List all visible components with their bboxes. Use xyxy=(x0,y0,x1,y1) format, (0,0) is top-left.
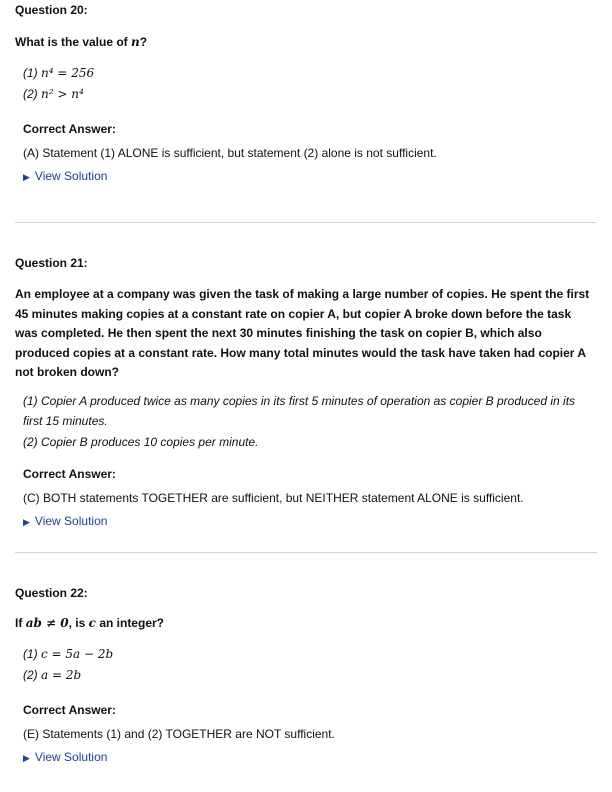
correct-answer-label: Correct Answer: xyxy=(23,466,116,481)
question-21 xyxy=(15,256,597,528)
divider xyxy=(15,552,597,553)
correct-answer-label: Correct Answer: xyxy=(23,121,116,136)
question-title: Question 22: xyxy=(15,586,88,600)
correct-answer-text: (E) Statements (1) and (2) TOGETHER are NOT sufficient. xyxy=(23,726,335,741)
view-solution-link[interactable]: ▶ View Solution xyxy=(23,168,108,183)
view-solution-link[interactable]: ▶ View Solution xyxy=(23,749,108,764)
question-title: Question 20: xyxy=(15,3,88,17)
view-solution-link[interactable]: ▶ View Solution xyxy=(23,513,108,528)
question-title: Question 21: xyxy=(15,256,88,270)
triangle-right-icon: ▶ xyxy=(23,752,30,763)
question-22 xyxy=(15,586,597,764)
statements xyxy=(23,391,597,452)
statements xyxy=(23,644,597,686)
question-prompt: What is the value of n? xyxy=(15,35,148,49)
correct-answer-text: (A) Statement (1) ALONE is sufficient, but statement (2) alone is not sufficient. xyxy=(23,145,437,160)
question-20 xyxy=(15,3,597,183)
correct-answer-label: Correct Answer: xyxy=(23,702,116,717)
statement-2: (2) n² > n⁴ xyxy=(23,86,84,101)
statement-1: (1) Copier A produced twice as many copies in its first 5 minutes of operation as copier B produced in its first 15 minutes. xyxy=(23,393,576,428)
statements xyxy=(23,63,597,105)
question-prompt: If ab ≠ 0, is c an integer? xyxy=(15,616,164,630)
statement-2: (2) a = 2b xyxy=(23,667,82,682)
correct-answer-text: (C) BOTH statements TOGETHER are sufficient, but NEITHER statement ALONE is sufficient. xyxy=(23,490,524,505)
question-prompt: An employee at a company was given the task of making a large number of copies. He spent the first 45 minutes making copies at a constant rate on copier A, but copier A broke down before the task was completed. He then spent the next 30 minutes finishing the task on copier B, which also produced copies at a constant rate. How many total minutes would the task have taken had copier A not broken down? xyxy=(15,287,590,379)
triangle-right-icon: ▶ xyxy=(23,516,30,527)
triangle-right-icon: ▶ xyxy=(23,171,30,182)
statement-1: (1) c = 5a − 2b xyxy=(23,646,114,661)
divider xyxy=(15,222,597,223)
statement-2: (2) Copier B produces 10 copies per minute. xyxy=(23,434,259,449)
statement-1: (1) n⁴ = 256 xyxy=(23,65,95,80)
